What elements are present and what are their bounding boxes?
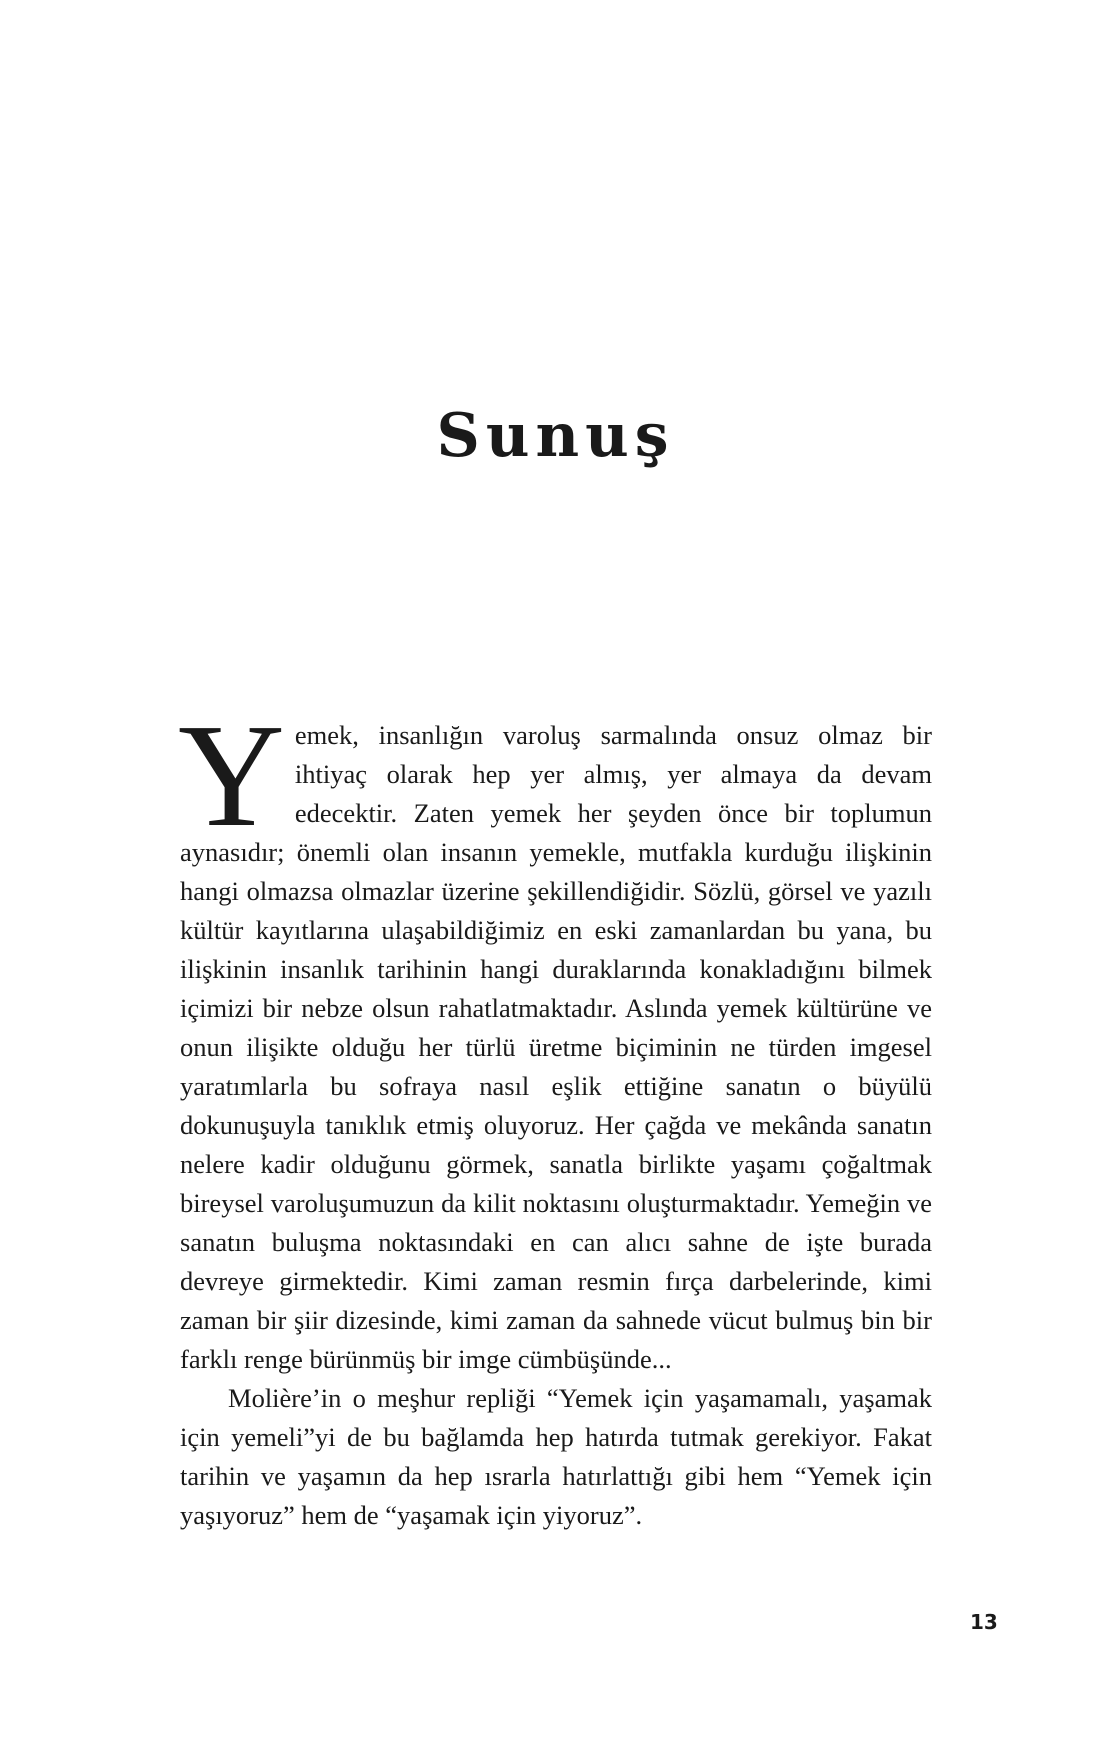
body-text [178,694,932,1535]
page-number: 13 [970,1610,998,1634]
paragraph-1 [178,694,932,1379]
paragraph-2: Molière’in o meşhur repliği “Yemek için yaşamamalı, yaşamak için yemeli”yi de bu bağlamda hep hatırda tutmak gerekiyor. Fakat tarihin ve yaşamın da hep ısrarla hatırlattığı gibi hem “Yemek için yaşıyoruz” hem de “yaşamak için yiyoruz”. [180,1383,932,1530]
chapter-title: Sunuş [436,401,675,471]
paragraph-1-text: emek, insanlığın varoluş sarmalında onsuz olmaz bir ihtiyaç olarak hep yer almış, yer almaya da devam edecektir. Zaten yemek her şeyden önce bir toplumun aynasıdır; önemli olan insanın yemekle, mutfakla kurduğu ilişkinin hangi olmazsa olmazlar üzerine şekillendiğidir. Sözlü, görsel ve yazılı kültür kayıtlarına ulaşabildiğimiz en eski zamanlardan bu yana, bu ilişkinin insanlık tarihinin hangi duraklarında konakladığını bilmek içimizi bir nebze olsun rahatlatmaktadır. Aslında yemek kültürüne ve onun ilişikte olduğu her türlü üretme biçiminin ne türden imgesel yaratımlarla bu sofraya nasıl eşlik ettiğine sanatın o büyülü dokunuşuyla tanıklık etmiş oluyoruz. Her çağda ve mekânda sanatın nelere kadir olduğunu görmek, sanatla birlikte yaşamı çoğaltmak bireysel varoluşumuzun da kilit noktasını oluşturmaktadır. Yemeğin ve sanatın buluşma noktasındaki en can alıcı sahne de işte burada devreye girmektedir. Kimi zaman resmin fırça darbelerinde, kimi zaman bir şiir dizesinde, kimi zaman da sahnede vücut bulmuş bin bir farklı renge bürünmüş bir imge cümbüşünde... [180,720,932,1374]
drop-cap: Y [178,694,285,858]
